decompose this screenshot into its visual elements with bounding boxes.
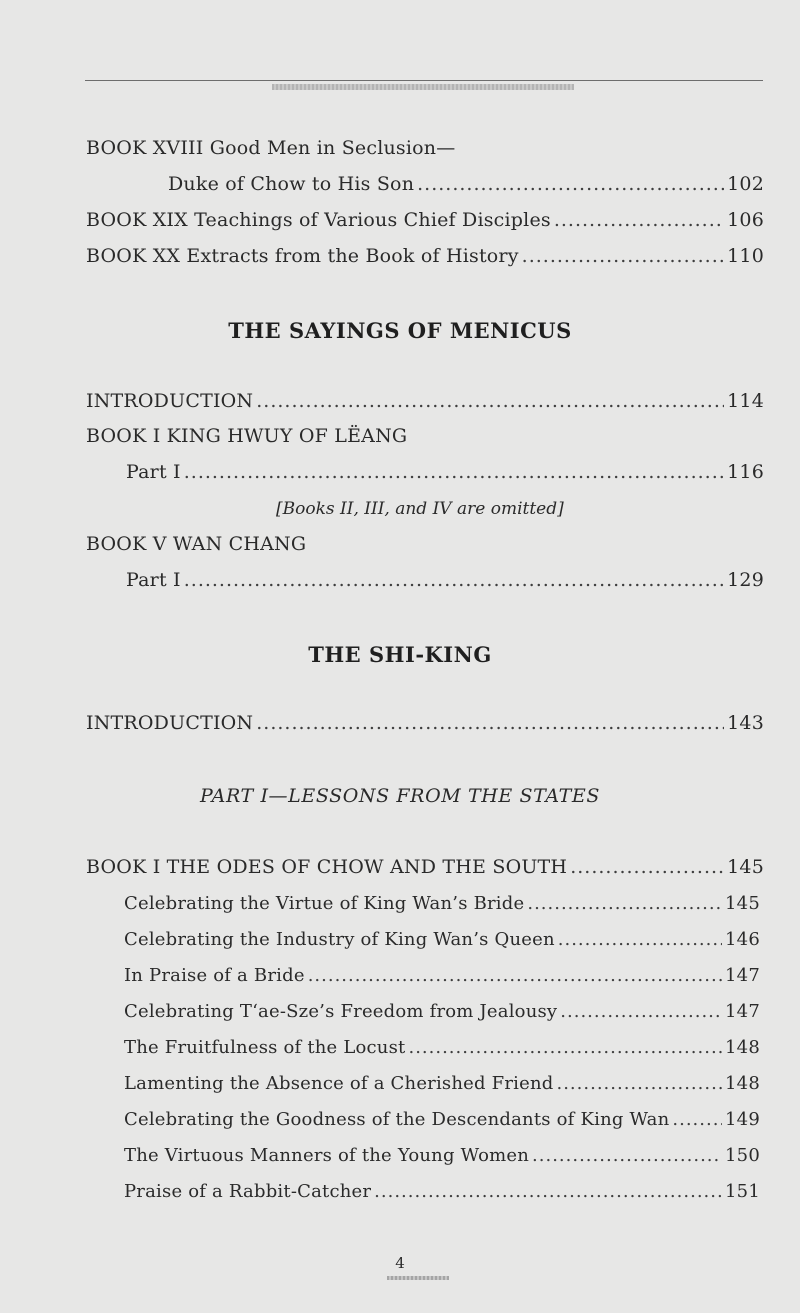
toc-entry [86, 712, 764, 734]
part-title: PART I—LESSONS FROM THE STATES [200, 785, 600, 807]
dot-leader [256, 390, 724, 412]
dot-leader [554, 209, 724, 231]
toc-entry [124, 1181, 760, 1202]
entry-title: Lamenting the Absence of a Cherished Friend [124, 1073, 554, 1094]
toc-entry-book18: BOOK XVIII Good Men in Seclusion— [86, 137, 456, 159]
section-heading-shiking: THE SHI-KING [308, 642, 492, 667]
dot-leader [558, 929, 722, 950]
toc-entry [124, 1145, 760, 1166]
dot-leader [184, 461, 724, 483]
page-number: 4 [395, 1254, 405, 1272]
entry-title: Part I [126, 461, 181, 483]
entry-title: Celebrating the Goodness of the Descendants of King Wan [124, 1109, 670, 1130]
section-heading-menicus: THE SAYINGS OF MENICUS [228, 318, 572, 343]
dot-leader [184, 569, 724, 591]
entry-page: 114 [727, 390, 764, 412]
entry-page: 151 [725, 1181, 760, 1202]
entry-title: BOOK XX Extracts from the Book of History [86, 245, 519, 267]
entry-page: 102 [727, 173, 764, 195]
entry-page: 129 [727, 569, 764, 591]
toc-entry [124, 1037, 760, 1058]
entry-page: 147 [725, 965, 760, 986]
toc-entry-book1: BOOK I KING HWUY OF LËANG [86, 425, 408, 447]
toc-entry [86, 856, 764, 878]
dot-leader [556, 1073, 722, 1094]
toc-entry [124, 929, 760, 950]
entry-title: BOOK I THE ODES OF CHOW AND THE SOUTH [86, 856, 568, 878]
toc-entry [86, 245, 764, 267]
entry-page: 146 [725, 929, 760, 950]
entry-page: 147 [725, 1001, 760, 1022]
dot-leader [527, 893, 722, 914]
entry-title: Celebrating the Virtue of King Wan’s Bride [124, 893, 525, 914]
entry-page: 149 [725, 1109, 760, 1130]
dot-leader [522, 245, 724, 267]
entry-title: The Virtuous Manners of the Young Women [124, 1145, 530, 1166]
dot-leader [570, 856, 724, 878]
entry-title: Praise of a Rabbit-Catcher [124, 1181, 372, 1202]
entry-title: Celebrating the Industry of King Wan’s Queen [124, 929, 555, 950]
toc-entry [124, 965, 760, 986]
entry-page: 148 [725, 1073, 760, 1094]
entry-title: Celebrating T‘ae-Sze’s Freedom from Jealousy [124, 1001, 558, 1022]
entry-title: INTRODUCTION [86, 390, 254, 412]
entry-title: Duke of Chow to His Son [168, 173, 415, 195]
entry-page: 110 [727, 245, 764, 267]
dot-leader [308, 965, 722, 986]
dot-leader [256, 712, 724, 734]
entry-title: BOOK XIX Teachings of Various Chief Disciples [86, 209, 551, 231]
toc-entry [168, 173, 764, 195]
header-ornament [272, 84, 574, 90]
entry-page: 145 [725, 893, 760, 914]
entry-title: The Fruitfulness of the Locust [124, 1037, 406, 1058]
entry-page: 143 [727, 712, 764, 734]
entry-page: 148 [725, 1037, 760, 1058]
dot-leader [408, 1037, 722, 1058]
dot-leader [417, 173, 724, 195]
toc-entry [124, 1073, 760, 1094]
entry-page: 150 [725, 1145, 760, 1166]
dot-leader [532, 1145, 722, 1166]
omitted-note: [Books II, III, and IV are omitted] [276, 499, 564, 519]
toc-entry [124, 1001, 760, 1022]
toc-entry [86, 390, 764, 412]
toc-entry [126, 569, 764, 591]
entry-page: 106 [727, 209, 764, 231]
dot-leader [374, 1181, 722, 1202]
entry-page: 116 [727, 461, 764, 483]
footer-ornament [387, 1276, 449, 1280]
entry-title: Part I [126, 569, 181, 591]
dot-leader [560, 1001, 722, 1022]
toc-entry [86, 209, 764, 231]
dot-leader [672, 1109, 722, 1130]
toc-entry [124, 893, 760, 914]
entry-page: 145 [727, 856, 764, 878]
toc-entry [126, 461, 764, 483]
toc-entry [124, 1109, 760, 1130]
entry-title: INTRODUCTION [86, 712, 254, 734]
header-rule [85, 80, 763, 81]
toc-entry-book5: BOOK V WAN CHANG [86, 533, 307, 555]
entry-title: In Praise of a Bride [124, 965, 305, 986]
